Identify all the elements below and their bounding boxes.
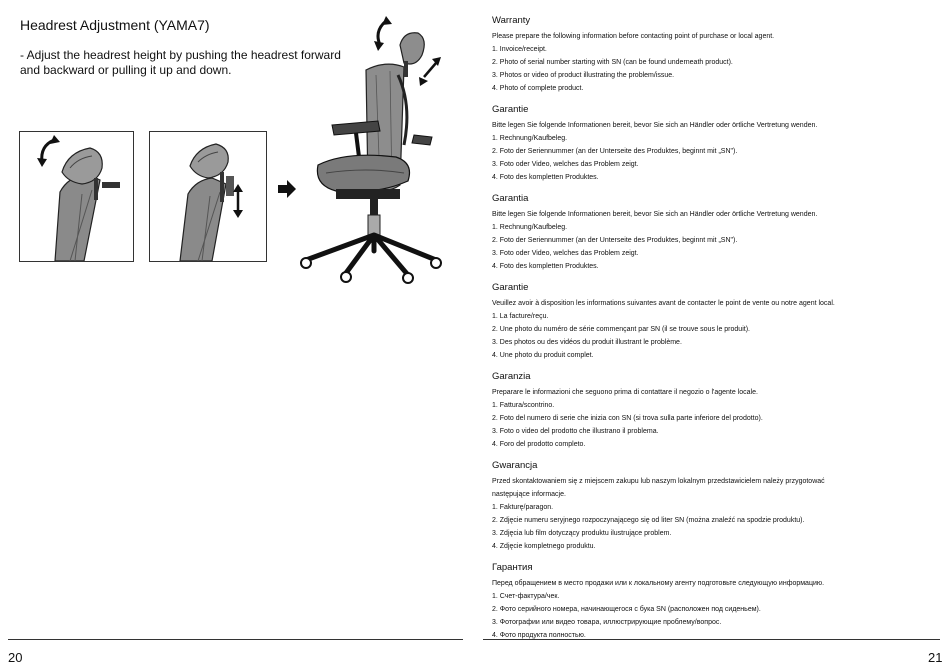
section-line: 3. Фотографии или видео товара, иллюстрирующие проблему/вопрос. — [492, 619, 722, 626]
section-line: 1. La facture/reçu. — [492, 313, 549, 320]
warranty-section — [492, 192, 932, 273]
section-line: następujące informacje. — [492, 491, 566, 498]
warranty-section — [492, 561, 932, 642]
section-line: Preparare le informazioni che seguono prima di contattare il negozio o l'agente locale. — [492, 389, 758, 396]
page-title: Headrest Adjustment (YAMA7) — [20, 17, 210, 33]
section-line: 2. Photo of serial number starting with SN (can be found underneath product). — [492, 59, 733, 66]
section-line: 1. Rechnung/Kaufbeleg. — [492, 224, 568, 231]
section-title: Garantie — [492, 104, 529, 115]
section-line: 4. Foro del prodotto completo. — [492, 441, 586, 448]
section-title: Warranty — [492, 15, 531, 26]
section-line: 3. Des photos ou des vidéos du produit illustrant le problème. — [492, 339, 682, 346]
page-number-right: 21 — [928, 650, 943, 665]
warranty-section — [492, 370, 932, 451]
section-line: 1. Fakturę/paragon. — [492, 504, 554, 511]
chair-illustration — [296, 15, 446, 290]
warranty-section — [492, 281, 932, 362]
headrest-height-illustration — [149, 131, 267, 262]
arrow-right-icon — [278, 180, 296, 203]
section-title: Гарантия — [492, 562, 533, 573]
section-line: 1. Rechnung/Kaufbeleg. — [492, 135, 568, 142]
section-line: 3. Foto oder Video, welches das Problem zeigt. — [492, 250, 639, 257]
section-line: 4. Une photo du produit complet. — [492, 352, 594, 359]
section-line: 2. Foto der Seriennummer (an der Unterseite des Produktes, beginnt mit „SN"). — [492, 148, 738, 155]
warranty-column — [492, 14, 932, 642]
section-line: 2. Foto del numero di serie che inizia con SN (si trova sulla parte inferiore del prodotto). — [492, 415, 763, 422]
section-line: 2. Foto der Seriennummer (an der Unterseite des Produktes, beginnt mit „SN"). — [492, 237, 738, 244]
headrest-tilt-illustration — [19, 131, 134, 262]
section-line: 1. Fattura/scontrino. — [492, 402, 555, 409]
section-line: Przed skontaktowaniem się z miejscem zakupu lub naszym lokalnym przedstawicielem należy przygotować — [492, 478, 825, 485]
section-line: Please prepare the following information before contacting point of purchase or local agent. — [492, 33, 775, 40]
section-line: Bitte legen Sie folgende Informationen bereit, bevor Sie sich an Händler oder örtliche Vertretung wenden. — [492, 122, 818, 129]
section-line: Перед обращением в место продажи или к локальному агенту подготовьте следующую информацию. — [492, 580, 825, 587]
headrest-instruction: - Adjust the headrest height by pushing the headrest forward and backward or pulling it up and down. — [20, 48, 341, 77]
section-line: Veuillez avoir à disposition les informations suivantes avant de contacter le point de vente ou notre agent local. — [492, 300, 835, 307]
warranty-section — [492, 103, 932, 184]
warranty-section — [492, 459, 932, 553]
section-line: 1. Invoice/receipt. — [492, 46, 547, 53]
section-line: 3. Photos or video of product illustrating the problem/issue. — [492, 72, 675, 79]
section-title: Gwarancja — [492, 460, 538, 471]
section-line: Bitte legen Sie folgende Informationen bereit, bevor Sie sich an Händler oder örtliche Vertretung wenden. — [492, 211, 818, 218]
section-line: 3. Foto o video del prodotto che illustrano il problema. — [492, 428, 659, 435]
section-title: Garantie — [492, 282, 529, 293]
page-number-left: 20 — [8, 650, 23, 665]
section-line: 3. Foto oder Video, welches das Problem zeigt. — [492, 161, 639, 168]
section-line: 4. Foto des kompletten Produktes. — [492, 174, 599, 181]
footer-divider-right — [483, 639, 940, 640]
section-line: 1. Счет-фактура/чек. — [492, 593, 560, 600]
section-line: 4. Photo of complete product. — [492, 85, 584, 92]
footer-divider-left — [8, 639, 463, 640]
warranty-section — [492, 14, 932, 95]
section-line: 4. Фото продукта полностью. — [492, 632, 586, 639]
section-line: 4. Zdjęcie kompletnego produktu. — [492, 543, 596, 550]
section-line: 2. Une photo du numéro de série commençant par SN (il se trouve sous le produit). — [492, 326, 750, 333]
section-line: 2. Zdjęcie numeru seryjnego rozpoczynającego się od liter SN (można znaleźć na spodzie produktu). — [492, 517, 805, 524]
section-line: 3. Zdjęcia lub film dotyczący produktu ilustrujące problem. — [492, 530, 672, 537]
section-title: Garanzia — [492, 371, 531, 382]
section-line: 2. Фото серийного номера, начинающегося с бука SN (расположен под сиденьем). — [492, 606, 761, 613]
section-line: 4. Foto des kompletten Produktes. — [492, 263, 599, 270]
section-title: Garantia — [492, 193, 529, 204]
